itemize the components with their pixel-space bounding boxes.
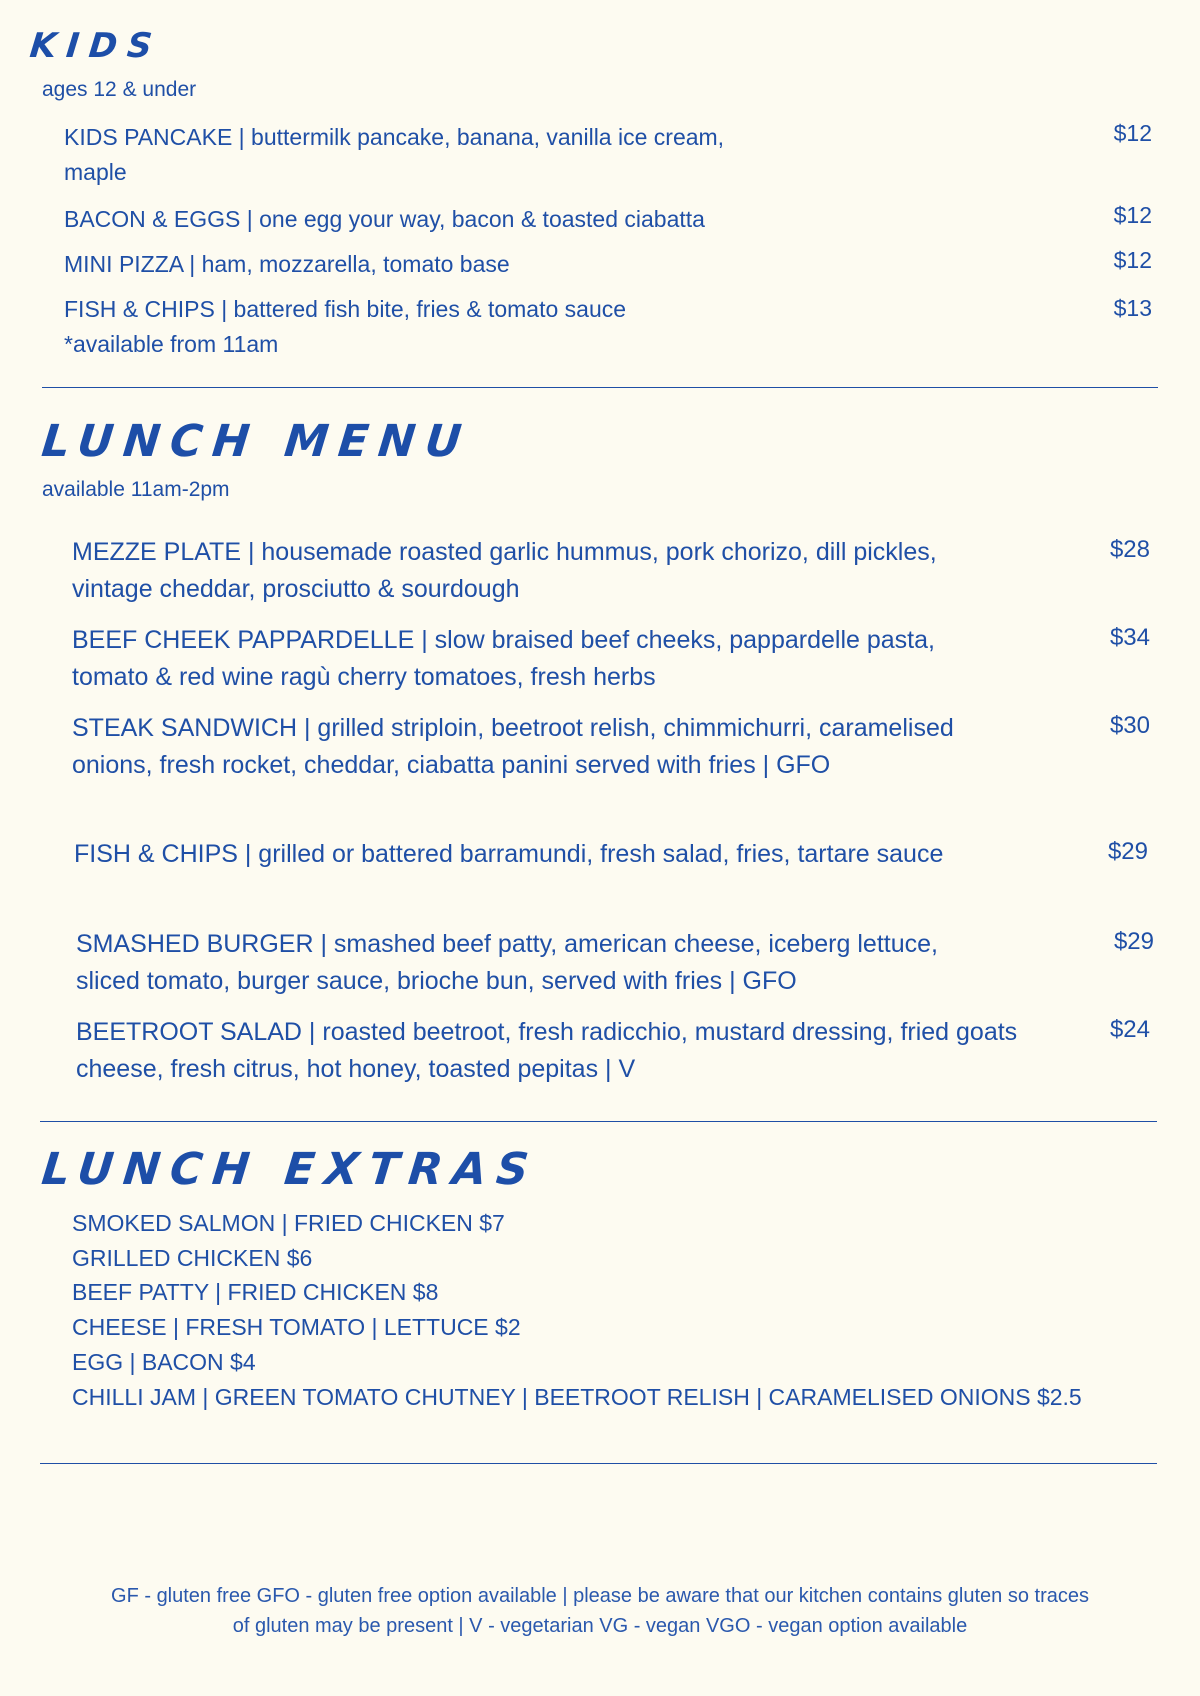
extras-title: LUNCH EXTRAS bbox=[39, 1144, 541, 1195]
lunch-title: LUNCH MENU bbox=[39, 416, 474, 467]
item-price: $12 bbox=[1113, 202, 1152, 228]
item-price: $30 bbox=[1109, 712, 1150, 739]
item-description: KIDS PANCAKE | buttermilk pancake, banana, vanilla ice cream, maple bbox=[64, 124, 725, 185]
extras-item: BEEF PATTY | FRIED CHICKEN $8 bbox=[72, 1279, 439, 1306]
item-price: $29 bbox=[1107, 838, 1148, 865]
extras-item: CHILLI JAM | GREEN TOMATO CHUTNEY | BEETROOT RELISH | CARAMELISED ONIONS $2.5 bbox=[72, 1383, 1082, 1410]
item-description: BEETROOT SALAD | roasted beetroot, fresh radicchio, mustard dressing, fried goats cheese, fresh citrus, hot honey, toasted pepitas | V bbox=[76, 1018, 1018, 1083]
item-price: $24 bbox=[1109, 1016, 1150, 1043]
kids-title: KIDS bbox=[27, 26, 164, 66]
item-description: BEEF CHEEK PAPPARDELLE | slow braised beef cheeks, pappardelle pasta, tomato & red wine ragù cherry tomatoes, fresh herbs bbox=[72, 626, 935, 691]
divider bbox=[40, 1463, 1157, 1464]
item-price: $34 bbox=[1109, 624, 1150, 651]
lunch-subtitle: available 11am-2pm bbox=[42, 478, 230, 501]
extras-item: SMOKED SALMON | FRIED CHICKEN $7 bbox=[72, 1210, 505, 1236]
divider bbox=[40, 1121, 1157, 1122]
item-description: STEAK SANDWICH | grilled striploin, beetroot relish, chimmichurri, caramelised onions, fresh rocket, cheddar, ciabatta panini served with fries | GFO bbox=[72, 714, 954, 779]
item-description: FISH & CHIPS | battered fish bite, fries & tomato sauce bbox=[64, 296, 627, 322]
item-price: $29 bbox=[1113, 928, 1154, 955]
item-description: BACON & EGGS | one egg your way, bacon & toasted ciabatta bbox=[64, 206, 705, 232]
item-price: $13 bbox=[1113, 295, 1152, 321]
extras-list bbox=[72, 1206, 1132, 1414]
item-description: SMASHED BURGER | smashed beef patty, american cheese, iceberg lettuce, sliced tomato, burger sauce, brioche bun, served with fries | GFO bbox=[76, 930, 938, 995]
item-description: MEZZE PLATE | housemade roasted garlic hummus, pork chorizo, dill pickles, vintage cheddar, prosciutto & sourdough bbox=[72, 538, 937, 603]
item-note: *available from 11am bbox=[64, 331, 279, 357]
item-price: $12 bbox=[1113, 247, 1152, 273]
kids-subtitle: ages 12 & under bbox=[42, 78, 197, 101]
item-description: MINI PIZZA | ham, mozzarella, tomato base bbox=[64, 251, 510, 277]
extras-item: EGG | BACON $4 bbox=[72, 1348, 256, 1375]
divider bbox=[42, 387, 1158, 388]
item-price: $28 bbox=[1109, 536, 1150, 563]
item-price: $12 bbox=[1113, 120, 1152, 146]
extras-item: GRILLED CHICKEN $6 bbox=[72, 1244, 313, 1271]
dietary-footnote: GF - gluten free GFO - gluten free option available | please be aware that our kitchen contains gluten so traces of gluten may be present | V - vegetarian VG - vegan VGO - vegan option available bbox=[111, 1585, 1089, 1637]
extras-item: CHEESE | FRESH TOMATO | LETTUCE $2 bbox=[72, 1314, 521, 1341]
item-description: FISH & CHIPS | grilled or battered barramundi, fresh salad, fries, tartare sauce bbox=[74, 840, 944, 868]
